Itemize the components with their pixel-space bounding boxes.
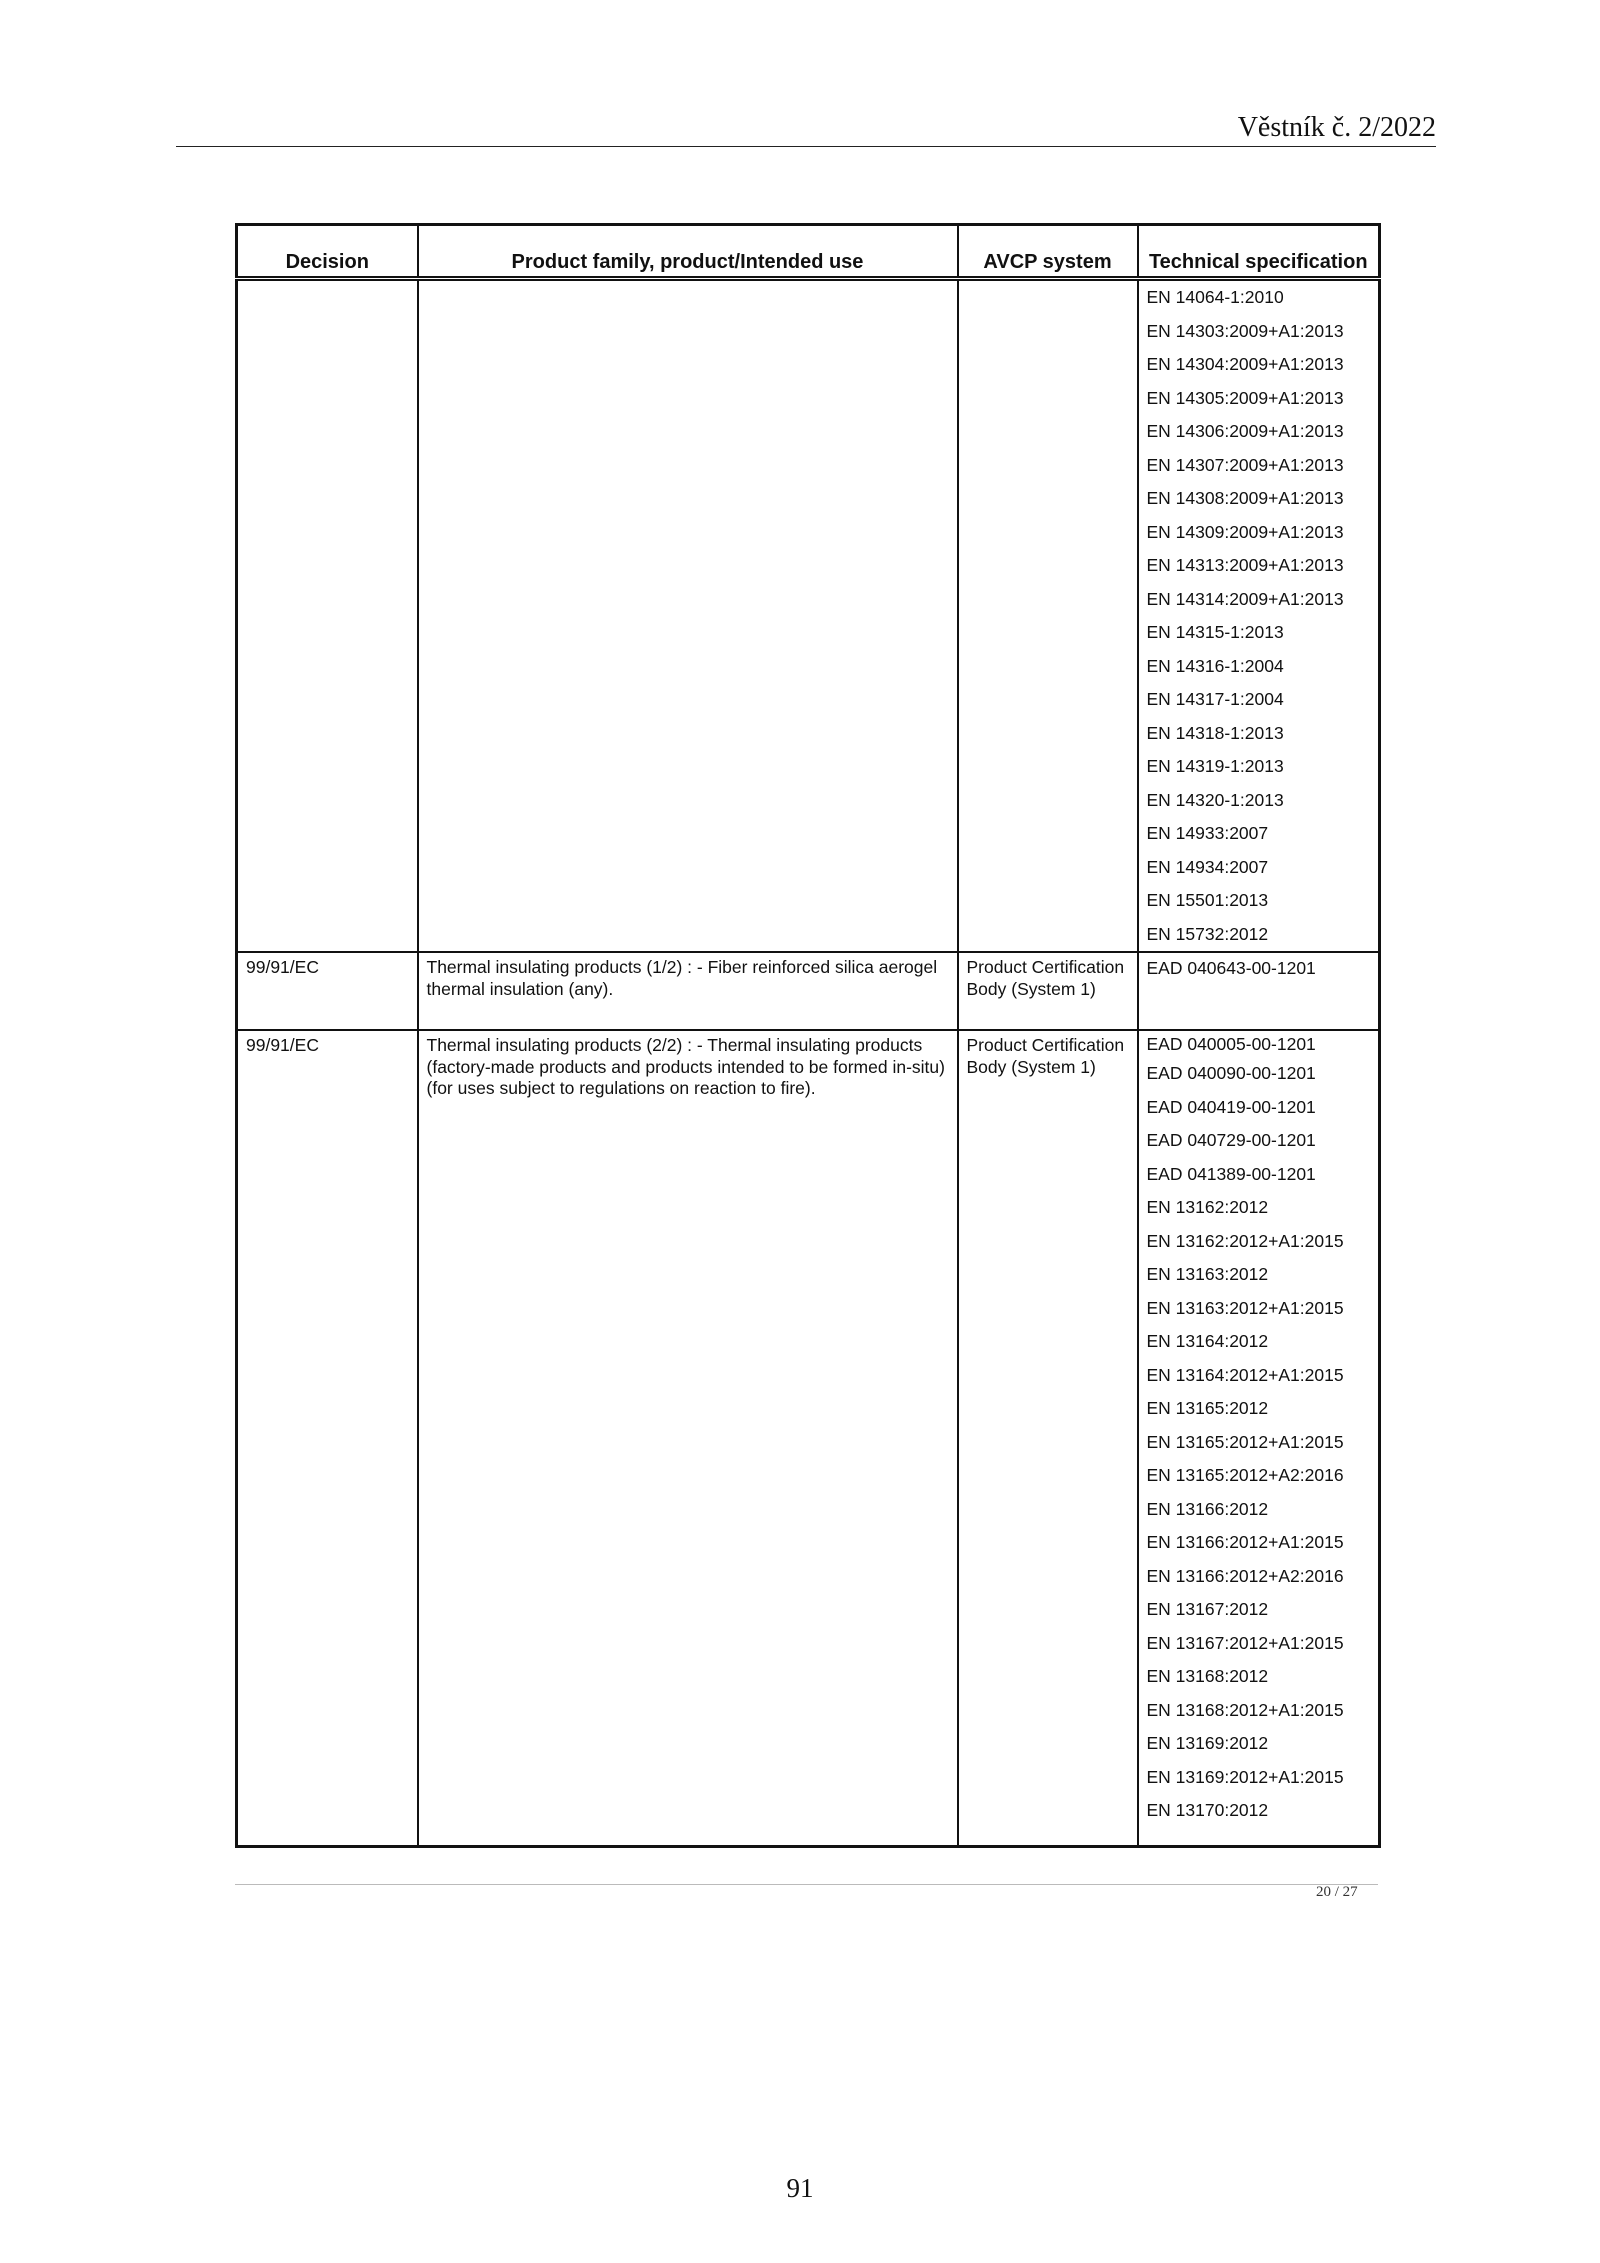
spec-item: EN 13168:2012 xyxy=(1146,1666,1269,1686)
spec-item: EN 14933:2007 xyxy=(1146,823,1269,843)
spec-item: EN 13162:2012 xyxy=(1146,1197,1269,1217)
table-row xyxy=(237,952,1380,1030)
product-cell: Thermal insulating products (2/2) : - Thermal insulating products (factory-made products and products intended to be formed in-situ) (for uses subject to regulations on reaction to fire). xyxy=(418,1030,958,1847)
spec-item: EN 14314:2009+A1:2013 xyxy=(1146,588,1344,609)
product-cell: Thermal insulating products (1/2) : - Fiber reinforced silica aerogel thermal insulation (any). xyxy=(418,952,958,1030)
technical-spec-cell xyxy=(1138,279,1380,953)
spec-item: EN 13170:2012 xyxy=(1146,1800,1269,1820)
spec-item: EN 14306:2009+A1:2013 xyxy=(1146,421,1344,441)
page-of-count: 20 / 27 xyxy=(1316,1884,1358,1900)
spec-item: EN 14313:2009+A1:2013 xyxy=(1146,555,1344,575)
decision-cell xyxy=(237,279,418,953)
spec-item: EN 13169:2012+A1:2015 xyxy=(1146,1766,1344,1787)
spec-item: EN 14307:2009+A1:2013 xyxy=(1146,454,1344,475)
spec-item: EN 13166:2012+A2:2016 xyxy=(1146,1565,1344,1586)
spec-item: EN 13167:2012 xyxy=(1146,1599,1269,1619)
spec-item: EN 14064-1:2010 xyxy=(1146,287,1284,307)
column-header-decision: Decision xyxy=(237,225,418,279)
spec-item: EN 14308:2009+A1:2013 xyxy=(1146,488,1344,508)
table-row xyxy=(237,279,1380,953)
spec-item: EN 13162:2012+A1:2015 xyxy=(1146,1230,1344,1251)
spec-list xyxy=(1147,953,1371,983)
spec-item: EN 15501:2013 xyxy=(1146,890,1269,910)
column-header-avcp: AVCP system xyxy=(958,225,1138,279)
spec-item: EN 14320-1:2013 xyxy=(1146,789,1284,810)
footer-divider xyxy=(235,1884,1378,1885)
spec-item: EAD 041389-00-1201 xyxy=(1146,1163,1316,1184)
decision-cell: 99/91/EC xyxy=(237,1030,418,1847)
spec-list xyxy=(1147,281,1371,951)
journal-title: Věstník č. 2/2022 xyxy=(1237,112,1436,143)
spec-item: EN 13168:2012+A1:2015 xyxy=(1146,1699,1344,1720)
avcp-cell: Product Certification Body (System 1) xyxy=(958,952,1138,1030)
product-cell xyxy=(418,279,958,953)
technical-spec-cell xyxy=(1138,952,1380,1030)
spec-item: EN 13164:2012 xyxy=(1146,1331,1269,1351)
column-header-technical-spec: Technical specification xyxy=(1138,225,1380,279)
spec-item: EAD 040090-00-1201 xyxy=(1146,1063,1316,1083)
spec-item: EN 14318-1:2013 xyxy=(1146,722,1284,743)
spec-item: EN 14305:2009+A1:2013 xyxy=(1146,387,1344,408)
spec-list xyxy=(1147,1031,1371,1828)
spec-item: EAD 040005-00-1201 xyxy=(1146,1034,1316,1054)
specification-table xyxy=(235,223,1381,1848)
spec-item: EN 13169:2012 xyxy=(1146,1733,1269,1753)
spec-item: EN 13163:2012+A1:2015 xyxy=(1146,1297,1344,1318)
spec-item: EAD 040419-00-1201 xyxy=(1146,1096,1316,1117)
avcp-cell: Product Certification Body (System 1) xyxy=(958,1030,1138,1847)
spec-item: EN 14317-1:2004 xyxy=(1146,689,1284,709)
spec-item: EAD 040643-00-1201 xyxy=(1146,958,1316,978)
avcp-cell xyxy=(958,279,1138,953)
spec-item: EN 14304:2009+A1:2013 xyxy=(1146,354,1344,374)
table-header-row xyxy=(237,225,1380,279)
spec-item: EN 13167:2012+A1:2015 xyxy=(1146,1632,1344,1653)
decision-cell: 99/91/EC xyxy=(237,952,418,1030)
spec-item: EN 13164:2012+A1:2015 xyxy=(1146,1364,1344,1385)
spec-item: EN 13165:2012 xyxy=(1146,1398,1269,1418)
page-number: 91 xyxy=(786,2173,814,2203)
column-header-product: Product family, product/Intended use xyxy=(418,225,958,279)
spec-item: EN 14934:2007 xyxy=(1146,856,1269,877)
header-divider xyxy=(176,146,1436,147)
spec-item: EN 14309:2009+A1:2013 xyxy=(1146,521,1344,542)
spec-item: EN 14316-1:2004 xyxy=(1146,655,1284,676)
spec-item: EN 14319-1:2013 xyxy=(1146,756,1284,776)
spec-item: EN 14315-1:2013 xyxy=(1146,622,1284,642)
spec-item: EAD 040729-00-1201 xyxy=(1146,1130,1316,1150)
spec-item: EN 13165:2012+A1:2015 xyxy=(1146,1431,1344,1452)
spec-item: EN 13166:2012 xyxy=(1146,1498,1269,1519)
spec-item: EN 14303:2009+A1:2013 xyxy=(1146,320,1344,341)
table-row xyxy=(237,1030,1380,1847)
spec-item: EN 13166:2012+A1:2015 xyxy=(1146,1532,1344,1552)
technical-spec-cell xyxy=(1138,1030,1380,1847)
spec-item: EN 13165:2012+A2:2016 xyxy=(1146,1465,1344,1485)
spec-item: EN 13163:2012 xyxy=(1146,1264,1269,1284)
spec-item: EN 15732:2012 xyxy=(1146,923,1269,944)
